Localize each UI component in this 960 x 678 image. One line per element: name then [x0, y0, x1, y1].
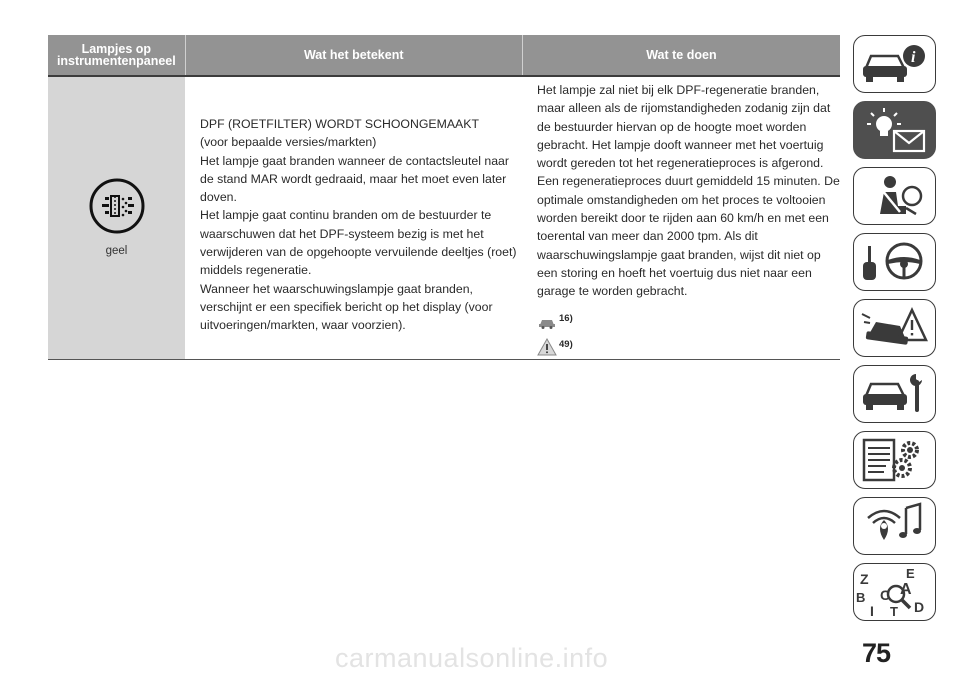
index-letter: C — [880, 587, 891, 603]
header-action: Wat te doen — [522, 35, 840, 75]
meaning-line: Het lampje gaat continu branden om de bestuurder te waarschuwen dat het DPF-systeem bezig is met het verwijderen van de opgehoopte vervuilende deeltjes (roet) middels regeneratie. — [200, 208, 517, 278]
header-meaning: Wat het betekent — [185, 35, 522, 75]
page-number: 75 — [862, 638, 891, 668]
checklist-gears-icon — [854, 432, 934, 487]
car-warning-icon — [537, 312, 557, 330]
car-info-icon — [854, 36, 934, 91]
tab-multimedia[interactable] — [853, 497, 936, 555]
reference-label: 16) — [559, 313, 573, 325]
table-header — [48, 35, 840, 75]
reference-49[interactable] — [537, 336, 840, 356]
tab-starting-driving[interactable] — [853, 233, 936, 291]
warning-light-icon — [854, 102, 934, 157]
lamp-cell — [48, 77, 185, 359]
watermark: carmanualsonline.info — [335, 643, 609, 673]
reference-label: 49) — [559, 339, 573, 351]
seatbelt-airbag-icon — [854, 168, 934, 223]
multimedia-icon — [854, 498, 934, 553]
tab-warning-lights[interactable] — [853, 101, 936, 159]
tab-car-info[interactable] — [853, 35, 936, 93]
index-letter: E — [906, 566, 915, 581]
index-letter: T — [890, 604, 898, 619]
header-lamp: Lampjes op instrumentenpaneel — [56, 42, 176, 68]
index-letter: B — [856, 590, 866, 605]
action-cell — [522, 77, 840, 359]
svg-text:i: i — [911, 49, 916, 66]
alphabet-index-icon — [854, 564, 934, 619]
tab-safety[interactable] — [853, 167, 936, 225]
car-wrench-icon — [854, 366, 934, 421]
meaning-line: Het lampje gaat branden wanneer de contactsleutel naar de stand MAR wordt gedraaid, maar het moet even later doven. — [200, 153, 509, 205]
tab-technical-data[interactable] — [853, 431, 936, 489]
dpf-warning-lamp-icon — [88, 177, 146, 235]
tab-maintenance[interactable] — [853, 365, 936, 423]
reference-16[interactable] — [537, 310, 840, 330]
table-row — [48, 77, 840, 360]
warning-lights-table — [48, 35, 840, 360]
meaning-cell — [185, 77, 522, 359]
lamp-color-label: geel — [105, 245, 128, 257]
meaning-line: (voor bepaalde versies/markten) — [200, 135, 377, 150]
index-letter: A — [900, 581, 912, 598]
car-accident-icon — [854, 300, 934, 355]
meaning-line: Wanneer het waarschuwingslampje gaat branden, verschijnt er een specifiek bericht op het display (voor uitvoeringen/markten, waar voorzien). — [200, 281, 493, 333]
meaning-title: DPF (ROETFILTER) WORDT SCHOONGEMAAKT — [200, 117, 479, 131]
index-letter: Z — [860, 571, 869, 587]
tab-emergency[interactable] — [853, 299, 936, 357]
warning-triangle-icon — [537, 338, 557, 356]
key-steering-wheel-icon — [854, 234, 934, 289]
tab-index[interactable] — [853, 563, 936, 621]
index-letter: I — [870, 603, 874, 619]
action-text: Het lampje zal niet bij elk DPF-regeneratie branden, maar alleen als de rijomstandigheden zodanig zijn dat de bestuurder hiervan op de hoogte moet worden gebracht. Het lampje dooft wanneer met het voertuig wordt gereden tot het regeneratieproces is afgerond. Een regeneratieproces duurt gemiddeld 15 minuten. De optimale omstandigheden om het proces te voltooien worden bereikt door te rijden aan 60 km/h en met een toerental van meer dan 2000 tpm. Als dit waarschuwingslampje gaat branden, wijst dit niet op een storing en hoeft het voertuig dus niet naar een garage te worden gebracht. — [537, 83, 840, 299]
index-letter: D — [914, 599, 925, 615]
